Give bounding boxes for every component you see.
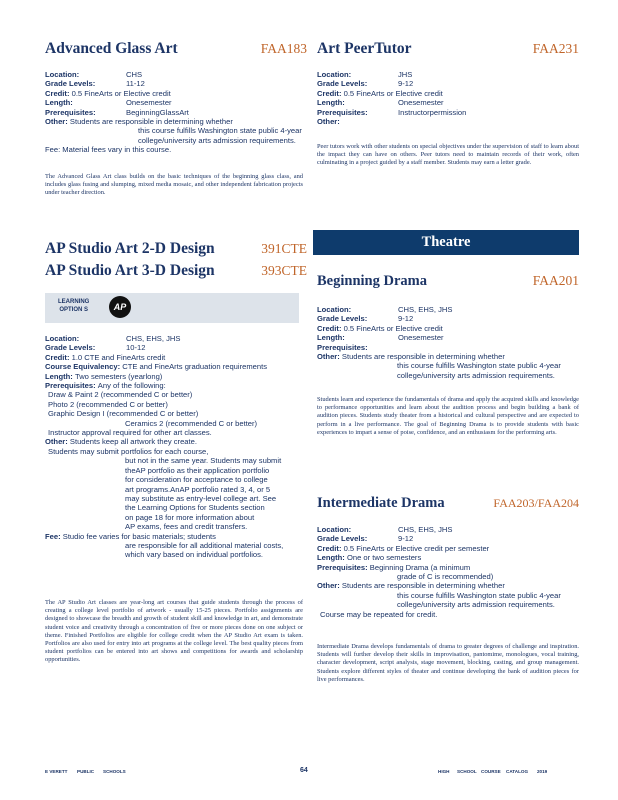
course-code: FAA201 (532, 273, 579, 288)
footer-guide: HIGH (438, 769, 450, 774)
course-code: FAA203/FAA204 (493, 496, 579, 510)
length-label: Length: (317, 333, 345, 343)
footer-district: PUBLIC (77, 769, 95, 774)
course-heading-ap-2d (45, 240, 307, 258)
course-title: Intermediate Drama (317, 495, 445, 511)
other-text: may substitute as entry-level college art. See (125, 493, 277, 503)
prereq-value: Instructorpermission (398, 107, 467, 117)
other-text: for consideration for acceptance to college (125, 475, 268, 485)
course-heading-art-peer-tutor (317, 40, 579, 58)
length-label: Length: (45, 371, 73, 381)
length-value: Onesemester (398, 333, 444, 343)
other-text: Course may be repeated for credit. (320, 609, 438, 619)
course-code: FAA183 (260, 41, 307, 56)
location-value: JHS (398, 70, 413, 79)
length-value: Onesemester (398, 98, 444, 108)
footer-guide: 2019 (537, 769, 548, 774)
location-label: Location: (317, 70, 352, 79)
course-description: The AP Studio Art classes are year-long art courses that guide students through the process of creating a college level portfolio of artwork - usually 15-25 pieces. Portfolio assignments are designed to showcase the breadth and growth of student skill and knowledge in art, and demonstrate student voice and creativity through a concentration of five or more pieces done on one subject or theme. Finished Portfolios are eligible for college credit when the AP Studio Art exam is taken. Portfolios are also used for entry into art programs at the college level. The best quality pieces from student portfolios can be entered into art shows and competitions for awards and scholarship opportunities. (45, 599, 303, 664)
learning-options-label: LEARNING OPTION S (58, 299, 90, 313)
prereq-value: Any of the following: (97, 381, 166, 391)
footer-district: SCHOOLS (103, 769, 126, 774)
course-details-ap (45, 334, 307, 560)
grade-value: 9-12 (398, 79, 414, 89)
other-label: Other: (317, 581, 340, 591)
prereq-label: Prerequisites: (317, 107, 368, 117)
grade-label: Grade Levels: (317, 79, 368, 89)
length-value: One or two semesters (346, 553, 422, 563)
course-description: Peer tutors work with other students on special objectives under the supervision of staff to learn about the impact they can have on others. Peer tutors need to maintain records of their work, often culminating in a project guided by a staff member. Students may earn a letter grade. (317, 143, 579, 167)
length-value: Onesemester (126, 98, 172, 108)
fee-text: which vary based on individual portfolios. (125, 550, 264, 560)
other-text: this course fulfills Washington state public 4-year (397, 361, 561, 371)
other-text: Students may submit portfolios for each course, (48, 446, 209, 456)
credit-label: Credit: (317, 323, 342, 333)
prereq-label: Prerequisites: (317, 342, 368, 352)
length-label: Length: (317, 553, 345, 563)
other-text: Students are responsible in determining whether (341, 352, 505, 362)
location-value: CHS, EHS, JHS (126, 334, 181, 343)
other-text: Students are responsible in determining whether (69, 117, 233, 127)
course-details-peer (317, 70, 579, 126)
location-value: CHS, EHS, JHS (398, 525, 453, 534)
course-title: Art PeerTutor (317, 40, 412, 57)
ap-logo-icon: AP (109, 296, 131, 318)
course-heading-advanced-glass-art (45, 40, 307, 58)
prereq-item: Draw & Paint 2 (recommended C or better) (48, 390, 193, 400)
other-text: Students keep all artwork they create. (69, 437, 197, 447)
credit-label: Credit: (317, 543, 342, 553)
grade-value: 10-12 (126, 343, 146, 353)
other-text: but not in the same year. Students may submit (125, 456, 282, 466)
course-title: AP Studio Art 2-D Design (45, 240, 215, 257)
prereq-item: Instructor approval required for other art classes. (48, 428, 212, 438)
other-text: AP exams, fees and credit transfers. (125, 522, 248, 532)
course-title: Advanced Glass Art (45, 40, 178, 57)
course-details-intermediate-drama (317, 525, 579, 619)
other-text: the Learning Options for Students section (125, 503, 265, 513)
course-heading-ap-3d (45, 262, 307, 280)
prereq-value: Beginning Drama (a minimum (369, 562, 471, 572)
footer-guide: CATALOG (506, 769, 529, 774)
length-label: Length: (45, 98, 73, 108)
credit-label: Credit: (45, 88, 70, 98)
length-value: Two semesters (yearlong) (74, 371, 163, 381)
page-number: 64 (300, 767, 308, 774)
grade-label: Grade Levels: (45, 79, 96, 89)
course-code: 391CTE (261, 241, 307, 256)
other-text: this course fulfills Washington state public 4-year (138, 126, 302, 136)
other-text: art programs.AnAP portfolio rated 3, 4, or 5 (125, 484, 271, 494)
credit-label: Credit: (317, 88, 342, 98)
other-text: college/university arts admission requirements. (397, 600, 555, 610)
grade-label: Grade Levels: (45, 343, 96, 353)
course-details-glass (45, 70, 305, 155)
credit-value: 0.5 FineArts or Elective credit (71, 88, 171, 98)
location-value: CHS (126, 70, 143, 79)
length-label: Length: (317, 98, 345, 108)
grade-value: 9-12 (398, 314, 414, 324)
prereq-item: Ceramics 2 (recommended C or better) (125, 418, 258, 428)
other-text: theAP portfolio as their application portfolio (125, 465, 270, 475)
credit-value: 0.5 FineArts or Elective credit per semester (343, 543, 490, 553)
location-label: Location: (317, 305, 352, 314)
prereq-value: BeginningGlassArt (126, 107, 189, 117)
location-label: Location: (45, 334, 80, 343)
course-description: Intermediate Drama develops fundamentals of drama to greater degrees of challenge and inspiration. Students will further develop their skills in improvisation, pantomime, monologues, vocal training, character development, script analysis, stage movement, blocking, casting, and group management. Students explore different styles of theater and continue developing the bank of audition pieces for live performances. (317, 643, 579, 683)
other-text: college/university arts admission requirements. (397, 370, 555, 380)
grade-value: 11-12 (126, 79, 145, 89)
other-label: Other: (45, 117, 68, 127)
other-text: Students are responsible in determining whether (341, 581, 505, 591)
other-label: Other: (45, 437, 68, 447)
footer-guide: COURSE (481, 769, 501, 774)
fee-label: Fee: (45, 531, 61, 541)
other-text: on page 18 for more information about (125, 512, 255, 522)
location-label: Location: (317, 525, 352, 534)
fee-text: Fee: Material fees vary in this course. (45, 145, 172, 155)
other-label: Other: (317, 117, 340, 127)
course-heading-beginning-drama (317, 273, 579, 290)
course-title: AP Studio Art 3-D Design (45, 262, 215, 279)
course-title: Beginning Drama (317, 273, 427, 289)
section-banner-theatre: Theatre (313, 230, 579, 255)
prereq-item: Graphic Design I (recommended C or better) (48, 409, 199, 419)
grade-value: 9-12 (398, 534, 414, 544)
fee-text: Studio fee varies for basic materials; students (62, 531, 216, 541)
course-description: The Advanced Glass Art class builds on the basic techniques of the beginning glass class, and includes glass fusing and slumping, mixed media mosaic, and other independent fabrication projects under teacher direction. (45, 173, 303, 197)
credit-value: 0.5 FineArts or Elective credit (343, 323, 443, 333)
course-code: FAA231 (532, 41, 579, 56)
equivalency-value: CTE and FineArts graduation requirements (122, 362, 268, 372)
credit-value: 1.0 CTE and FineArts credit (71, 352, 166, 362)
other-label: Other: (317, 352, 340, 362)
credit-value: 0.5 FineArts or Elective credit (343, 88, 443, 98)
prereq-label: Prerequisites: (45, 381, 96, 391)
other-text: college/university arts admission requirements. (138, 135, 296, 145)
location-value: CHS, EHS, JHS (398, 305, 453, 314)
grade-label: Grade Levels: (317, 314, 368, 324)
credit-label: Credit: (45, 352, 70, 362)
course-details-beginning-drama (317, 305, 579, 380)
prereq-value: grade of C is recommended) (397, 572, 494, 582)
prereq-label: Prerequisites: (317, 562, 368, 572)
prereq-label: Prerequisites: (45, 107, 96, 117)
course-heading-intermediate-drama (317, 495, 579, 512)
footer-district: E VERETT (45, 769, 68, 774)
prereq-item: Photo 2 (recommended C or better) (48, 399, 168, 409)
course-description: Students learn and experience the fundamentals of drama and apply the acquired skills and knowledge to performance opportunities and learn about the audition process and begin building a bank of audition pieces. Students study theater from a historical and cultural perspective and are expected to perform in a live performance. The goal of Beginning Drama is to provide students with basic experiences to impart a sense of poise, confidence, and an enthusiasm for the performing arts. (317, 396, 579, 436)
grade-label: Grade Levels: (317, 534, 368, 544)
fee-text: are responsible for all additional material costs, (125, 540, 284, 550)
equivalency-label: Course Equivalency: (45, 362, 121, 372)
location-label: Location: (45, 70, 80, 79)
course-code: 393CTE (261, 263, 307, 278)
other-text: this course fulfills Washington state public 4-year (397, 590, 561, 600)
footer-guide: SCHOOL (457, 769, 477, 774)
learning-options-box (45, 293, 299, 323)
